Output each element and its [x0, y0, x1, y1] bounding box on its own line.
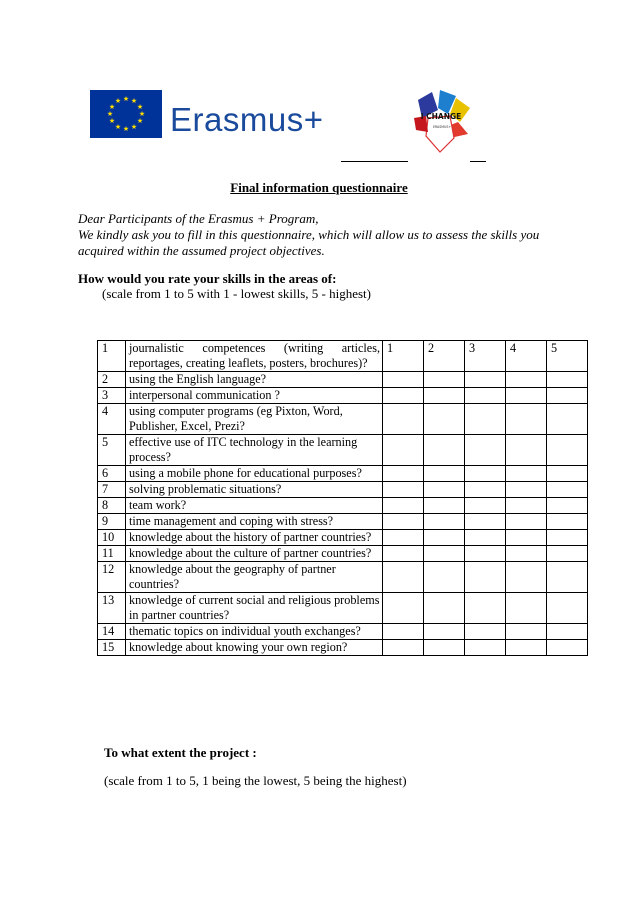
rating-cell[interactable] [424, 372, 465, 388]
intro-line: acquired within the assumed project objectives. [78, 243, 325, 258]
table-row [98, 514, 588, 530]
rating-cell[interactable] [424, 546, 465, 562]
rating-cell[interactable] [506, 546, 547, 562]
page-title: Final information questionnaire [230, 180, 408, 195]
row-number: 9 [98, 514, 126, 530]
svg-text:★: ★ [106, 110, 114, 118]
extent-scale-note: (scale from 1 to 5, 1 being the lowest, 5 being the highest) [104, 773, 407, 788]
svg-text:★: ★ [108, 117, 116, 125]
eu-stars-icon [90, 90, 162, 138]
rating-cell[interactable] [465, 593, 506, 624]
skill-question: using computer programs (eg Pixton, Word, Publisher, Excel, Prezi? [126, 404, 383, 435]
rating-cell[interactable] [547, 498, 588, 514]
svg-text:I CHANGE: I CHANGE [420, 112, 462, 121]
rating-cell[interactable] [424, 514, 465, 530]
rating-cell[interactable] [506, 640, 547, 656]
svg-text:★: ★ [108, 103, 116, 111]
table-row [98, 640, 588, 656]
skill-question: time management and coping with stress? [126, 514, 383, 530]
rating-cell[interactable] [465, 530, 506, 546]
rating-cell[interactable] [547, 404, 588, 435]
svg-text:★: ★ [122, 95, 130, 103]
rating-cell[interactable] [547, 466, 588, 482]
rating-cell[interactable] [465, 498, 506, 514]
rating-cell[interactable] [383, 388, 424, 404]
rating-cell[interactable] [506, 498, 547, 514]
rating-cell[interactable] [547, 530, 588, 546]
row-number: 2 [98, 372, 126, 388]
rating-cell[interactable] [465, 482, 506, 498]
svg-text:ERASMUS+: ERASMUS+ [432, 125, 452, 129]
rating-cell[interactable] [547, 435, 588, 466]
ichange-logo [410, 88, 472, 154]
rating-cell[interactable] [465, 372, 506, 388]
skill-question: effective use of ITC technology in the learning process? [126, 435, 383, 466]
table-row [98, 388, 588, 404]
rating-cell[interactable] [424, 388, 465, 404]
intro-text [78, 211, 558, 259]
rating-cell[interactable] [383, 593, 424, 624]
svg-text:★: ★ [114, 97, 122, 105]
skill-question: team work? [126, 498, 383, 514]
row-number: 13 [98, 593, 126, 624]
table-row [98, 562, 588, 593]
rating-cell[interactable] [506, 404, 547, 435]
rating-cell[interactable] [383, 530, 424, 546]
rating-cell[interactable] [506, 435, 547, 466]
rating-cell[interactable] [465, 640, 506, 656]
rating-cell[interactable] [465, 546, 506, 562]
svg-text:★: ★ [130, 97, 138, 105]
table-row [98, 498, 588, 514]
rating-cell[interactable] [465, 562, 506, 593]
rating-cell[interactable] [547, 372, 588, 388]
rating-cell[interactable] [424, 562, 465, 593]
rating-cell[interactable] [547, 640, 588, 656]
rating-cell[interactable] [424, 640, 465, 656]
rating-cell[interactable] [383, 514, 424, 530]
rating-cell[interactable] [424, 593, 465, 624]
svg-text:★: ★ [138, 110, 146, 118]
rating-cell[interactable] [547, 593, 588, 624]
rating-cell[interactable] [383, 404, 424, 435]
rating-cell[interactable] [506, 624, 547, 640]
table-row [98, 482, 588, 498]
rating-cell[interactable] [547, 388, 588, 404]
scale-option-4[interactable]: 4 [506, 341, 547, 372]
header-rule-right [470, 161, 486, 162]
row-number: 14 [98, 624, 126, 640]
rating-cell[interactable] [424, 482, 465, 498]
table-row [98, 593, 588, 624]
rating-cell[interactable] [506, 530, 547, 546]
rating-cell[interactable] [465, 624, 506, 640]
rating-cell[interactable] [506, 372, 547, 388]
rating-cell[interactable] [465, 404, 506, 435]
intro-line: Dear Participants of the Erasmus + Program, [78, 211, 319, 226]
rating-cell[interactable] [465, 435, 506, 466]
rating-heading: How would you rate your skills in the areas of: [78, 271, 337, 286]
skill-question: knowledge about the history of partner countries? [126, 530, 383, 546]
rating-cell[interactable] [383, 466, 424, 482]
rating-cell[interactable] [424, 435, 465, 466]
rating-cell[interactable] [506, 466, 547, 482]
rating-cell[interactable] [465, 514, 506, 530]
rating-cell[interactable] [424, 530, 465, 546]
svg-text:★: ★ [136, 103, 144, 111]
header-rule-left [341, 161, 408, 162]
row-number: 10 [98, 530, 126, 546]
scale-option-5[interactable]: 5 [547, 341, 588, 372]
rating-cell[interactable] [383, 372, 424, 388]
rating-cell[interactable] [383, 482, 424, 498]
skill-question: journalistic competences (writing articles, reportages, creating leaflets, posters, brochures)? [126, 341, 383, 372]
rating-scale-note: (scale from 1 to 5 with 1 - lowest skills, 5 - highest) [102, 286, 371, 301]
row-number: 7 [98, 482, 126, 498]
svg-text:★: ★ [122, 125, 130, 133]
table-row [98, 624, 588, 640]
table-row [98, 404, 588, 435]
rating-cell[interactable] [506, 593, 547, 624]
skill-question: knowledge of current social and religious problems in partner countries? [126, 593, 383, 624]
table-row [98, 341, 588, 372]
rating-cell[interactable] [547, 514, 588, 530]
table-row [98, 435, 588, 466]
skill-question: knowledge about knowing your own region? [126, 640, 383, 656]
row-number: 15 [98, 640, 126, 656]
rating-cell[interactable] [424, 498, 465, 514]
skill-question: solving problematic situations? [126, 482, 383, 498]
rating-cell[interactable] [465, 388, 506, 404]
skill-question: using the English language? [126, 372, 383, 388]
rating-cell[interactable] [383, 546, 424, 562]
rating-cell[interactable] [465, 466, 506, 482]
rating-cell[interactable] [383, 640, 424, 656]
rating-cell[interactable] [506, 388, 547, 404]
skill-question: using a mobile phone for educational purposes? [126, 466, 383, 482]
scale-option-1[interactable]: 1 [383, 341, 424, 372]
rating-cell[interactable] [547, 546, 588, 562]
table-row [98, 546, 588, 562]
svg-text:★: ★ [136, 117, 144, 125]
row-number: 6 [98, 466, 126, 482]
row-number: 3 [98, 388, 126, 404]
rating-cell[interactable] [547, 624, 588, 640]
eu-flag-logo [90, 90, 162, 138]
row-number: 8 [98, 498, 126, 514]
skill-question: knowledge about the culture of partner countries? [126, 546, 383, 562]
rating-cell[interactable] [383, 562, 424, 593]
rating-cell[interactable] [383, 624, 424, 640]
skill-question: thematic topics on individual youth exchanges? [126, 624, 383, 640]
svg-text:★: ★ [114, 123, 122, 131]
rating-cell[interactable] [547, 562, 588, 593]
row-number: 1 [98, 341, 126, 372]
row-number: 4 [98, 404, 126, 435]
table-row [98, 530, 588, 546]
rating-cell[interactable] [506, 482, 547, 498]
extent-heading: To what extent the project : [104, 745, 257, 760]
rating-cell[interactable] [547, 482, 588, 498]
rating-cell[interactable] [383, 435, 424, 466]
rating-cell[interactable] [424, 404, 465, 435]
table-row [98, 372, 588, 388]
skill-question: interpersonal communication ? [126, 388, 383, 404]
row-number: 12 [98, 562, 126, 593]
skill-question: knowledge about the geography of partner countries? [126, 562, 383, 593]
rating-cell[interactable] [506, 514, 547, 530]
rating-cell[interactable] [424, 466, 465, 482]
table-row [98, 466, 588, 482]
row-number: 11 [98, 546, 126, 562]
svg-text:★: ★ [130, 123, 138, 131]
erasmus-logo-text: Erasmus+ [170, 101, 324, 138]
skills-rating-table [97, 340, 588, 656]
rating-cell[interactable] [424, 624, 465, 640]
row-number: 5 [98, 435, 126, 466]
scale-option-2[interactable]: 2 [424, 341, 465, 372]
intro-line: We kindly ask you to fill in this questionnaire, which will allow us to assess the skills you [78, 227, 540, 242]
rating-cell[interactable] [506, 562, 547, 593]
scale-option-3[interactable]: 3 [465, 341, 506, 372]
rating-cell[interactable] [383, 498, 424, 514]
